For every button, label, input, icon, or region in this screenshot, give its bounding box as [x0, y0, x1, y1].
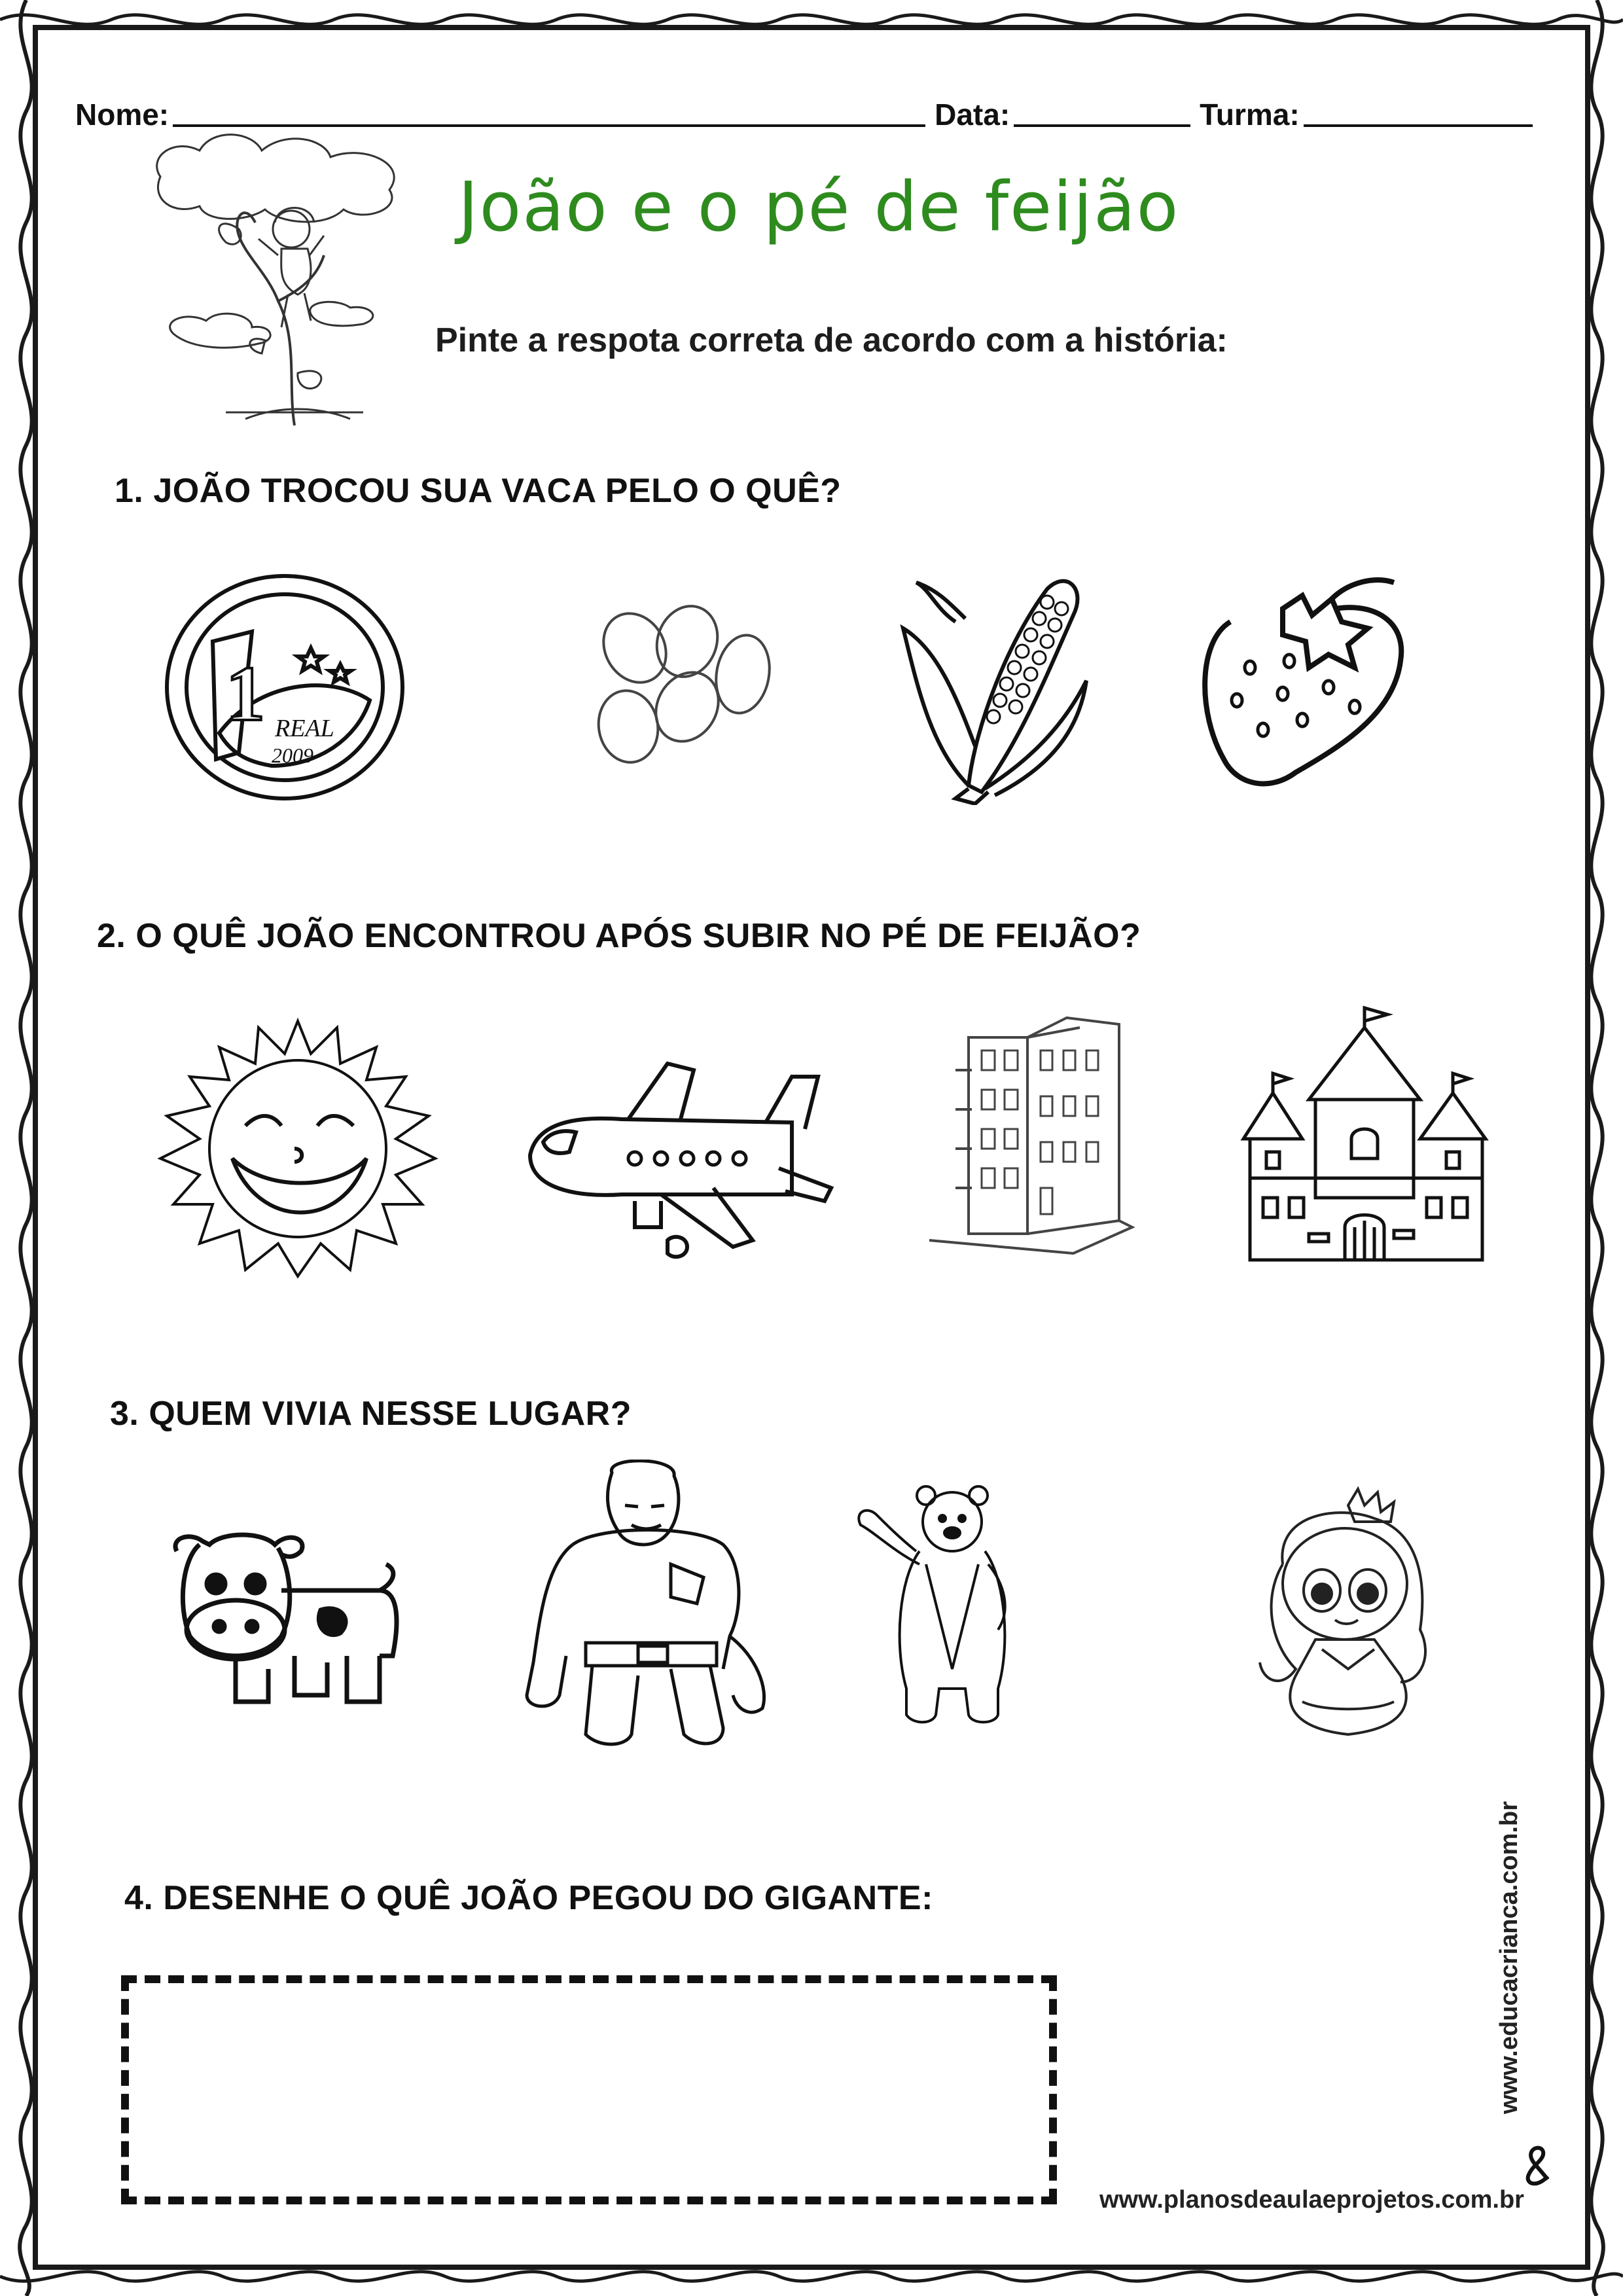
strawberry-icon	[1191, 569, 1427, 798]
class-field[interactable]	[1304, 92, 1533, 127]
coin-icon	[160, 569, 409, 805]
option-airplane[interactable]	[517, 1050, 844, 1266]
question-2: 2. O QUÊ JOÃO ENCONTROU APÓS SUBIR NO PÉ DE FEIJÃO?	[97, 917, 1141, 955]
coin-value: 1	[226, 650, 265, 737]
beans-icon	[589, 602, 785, 779]
date-label: Data:	[935, 98, 1010, 132]
airplane-icon	[517, 1050, 844, 1266]
option-corn[interactable]	[890, 563, 1099, 805]
giant-icon	[507, 1460, 782, 1754]
question-3: 3. QUEM VIVIA NESSE LUGAR?	[110, 1395, 632, 1433]
drawing-area[interactable]	[121, 1975, 1057, 2204]
coin-text: REAL	[275, 715, 334, 742]
option-sun[interactable]	[147, 1008, 448, 1283]
question-4: 4. DESENHE O QUÊ JOÃO PEGOU DO GIGANTE:	[124, 1879, 933, 1917]
jack-beanstalk-illustration	[147, 124, 422, 432]
building-icon	[923, 1011, 1139, 1260]
bear-icon	[841, 1479, 1057, 1741]
option-bear[interactable]	[841, 1479, 1057, 1741]
instructions: Pinte a respota correta de acordo com a história:	[435, 321, 1228, 359]
date-field[interactable]	[1014, 92, 1190, 127]
castle-icon	[1224, 1001, 1505, 1270]
credit-url-bottom: www.planosdeaulaeprojetos.com.br	[1099, 2186, 1524, 2214]
option-giant[interactable]	[507, 1460, 782, 1754]
sun-icon	[147, 1008, 448, 1283]
option-building[interactable]	[923, 1011, 1139, 1260]
coin-year: 2009	[272, 744, 313, 767]
corn-icon	[890, 563, 1099, 805]
option-beans[interactable]	[589, 602, 785, 779]
credit-url-side: www.educacrianca.com.br	[1495, 1801, 1523, 2114]
cow-icon	[164, 1505, 412, 1715]
class-label: Turma:	[1200, 98, 1300, 132]
name-label: Nome:	[75, 98, 169, 132]
option-cow[interactable]	[164, 1505, 412, 1715]
page-title: João e o pé de feijão	[458, 167, 1180, 247]
option-princess[interactable]	[1224, 1486, 1472, 1741]
option-castle[interactable]	[1224, 1001, 1505, 1270]
question-1: 1. JOÃO TROCOU SUA VACA PELO O QUÊ?	[115, 472, 842, 510]
ampersand-logo-icon	[1518, 2140, 1558, 2193]
princess-icon	[1224, 1486, 1472, 1741]
option-coin[interactable]	[160, 569, 409, 805]
option-strawberry[interactable]	[1191, 569, 1427, 798]
name-field[interactable]	[173, 92, 925, 127]
